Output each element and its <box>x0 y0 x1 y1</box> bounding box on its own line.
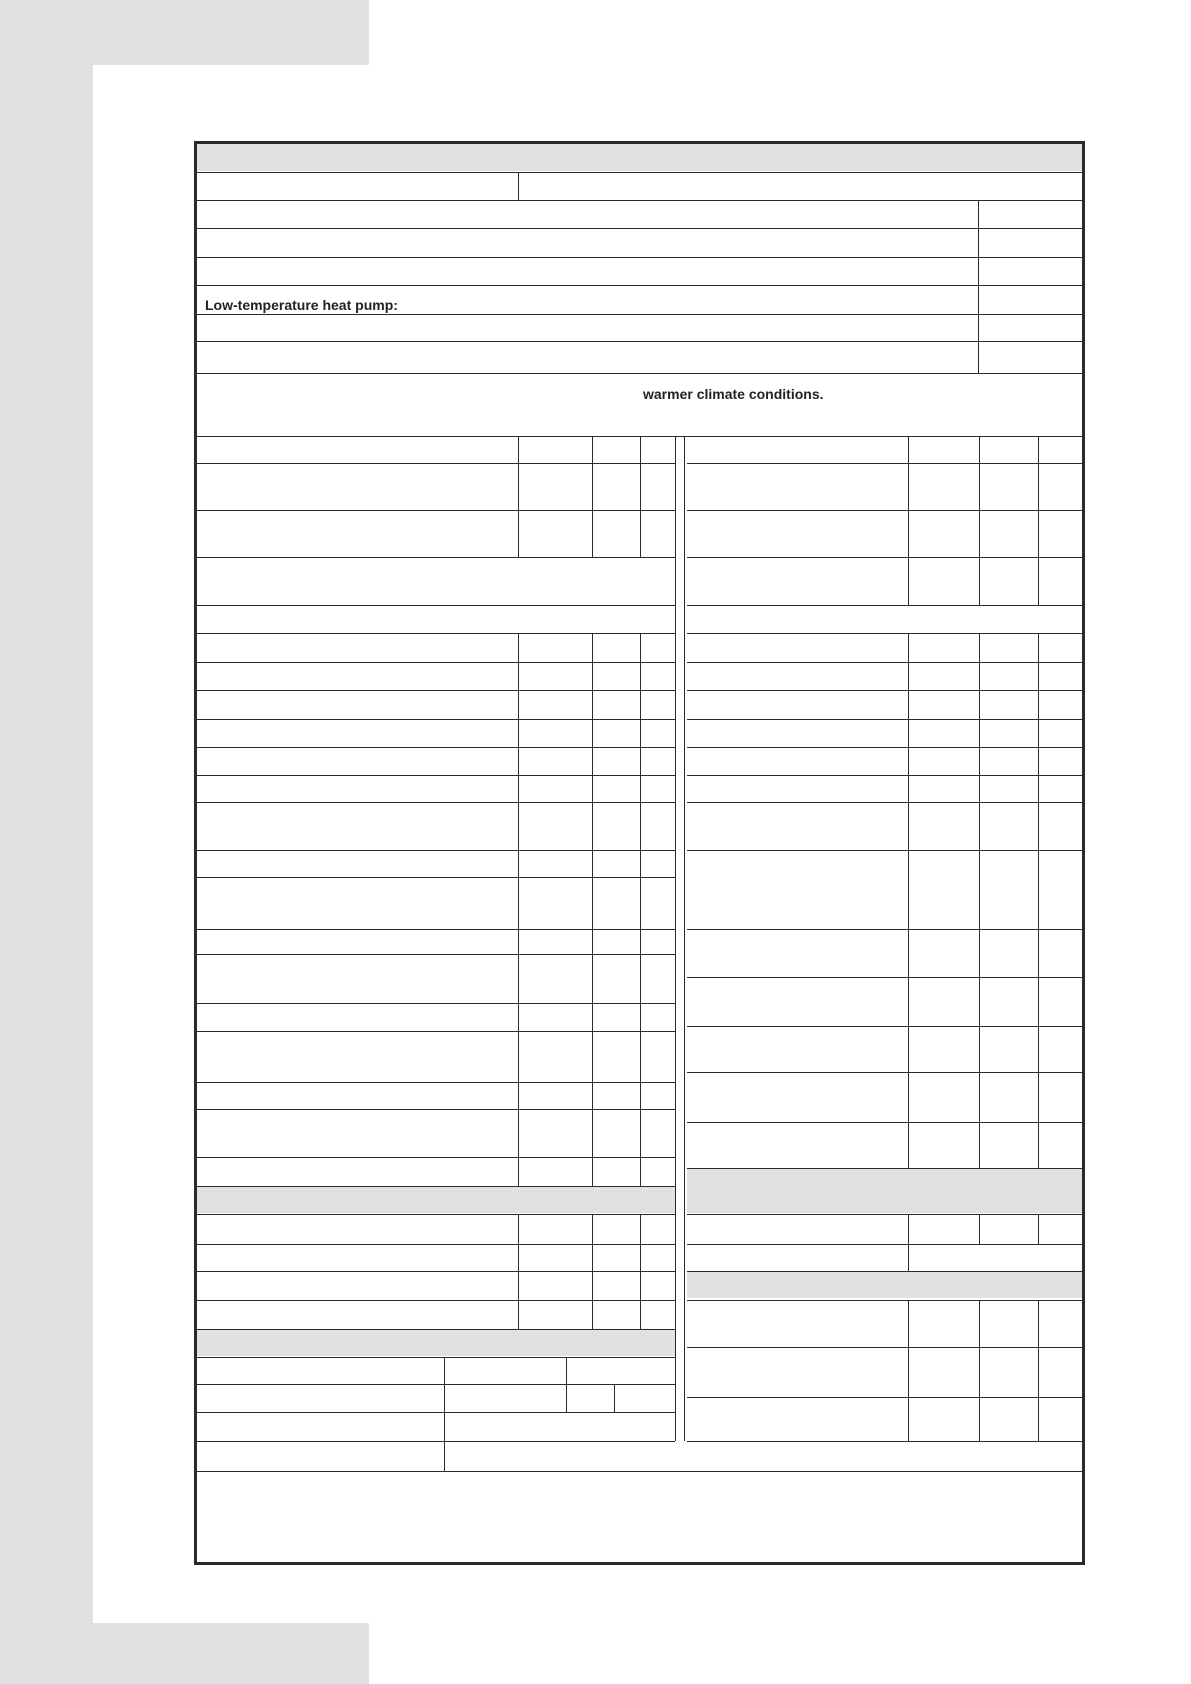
row-line <box>197 633 675 634</box>
col-line <box>640 1214 641 1329</box>
col-line <box>1038 1214 1039 1244</box>
row-line <box>687 850 1082 851</box>
row-line <box>687 557 1082 558</box>
row-line <box>197 775 675 776</box>
row-line <box>197 285 1082 286</box>
row-line <box>197 1357 675 1358</box>
col-line <box>908 436 909 605</box>
col-line <box>566 1357 567 1412</box>
col-line <box>979 1300 980 1441</box>
section-header-right-2 <box>687 1272 1082 1298</box>
row-line <box>197 954 675 955</box>
row-line <box>197 557 675 558</box>
col-line <box>908 1214 909 1244</box>
col-line <box>444 1357 445 1471</box>
row-line <box>687 1397 1082 1398</box>
row-line <box>687 802 1082 803</box>
row-line <box>687 633 1082 634</box>
row-line <box>197 1244 675 1245</box>
separator <box>675 436 676 1441</box>
row-line <box>197 1003 675 1004</box>
row-line <box>197 605 675 606</box>
row-line <box>687 1244 1082 1245</box>
col-line <box>1038 1300 1039 1441</box>
col-line <box>640 436 641 557</box>
col-line <box>518 172 519 200</box>
col-line <box>1038 633 1039 1168</box>
col-line <box>979 1214 980 1244</box>
col-line <box>518 1214 519 1329</box>
row-line <box>687 1347 1082 1348</box>
row-line <box>197 172 1082 173</box>
title-band <box>197 144 1082 171</box>
row-line <box>197 1300 675 1301</box>
row-line <box>687 690 1082 691</box>
product-fiche-form <box>194 141 1085 1565</box>
row-line <box>687 929 1082 930</box>
col-line <box>614 1384 615 1412</box>
row-line <box>687 1214 1082 1215</box>
row-line <box>197 436 675 437</box>
row-line <box>197 373 1082 374</box>
col-line <box>908 1244 909 1271</box>
row-line <box>197 257 1082 258</box>
row-line <box>197 877 675 878</box>
separator <box>684 436 685 1441</box>
row-line <box>197 463 675 464</box>
row-line <box>197 1082 675 1083</box>
row-line <box>197 341 1082 342</box>
row-line <box>197 662 675 663</box>
row-line <box>197 1471 1082 1472</box>
row-line <box>687 719 1082 720</box>
row-line <box>197 929 675 930</box>
row-line <box>687 605 1082 606</box>
low-temp-heat-pump-label: Low-temperature heat pump: <box>205 297 398 313</box>
col-line <box>979 436 980 605</box>
row-line <box>687 1300 1082 1301</box>
row-line <box>687 510 1082 511</box>
page-side-strip <box>0 0 93 1684</box>
row-line <box>197 1384 675 1385</box>
row-line <box>197 228 1082 229</box>
row-line <box>687 662 1082 663</box>
col-line <box>640 633 641 1186</box>
row-line <box>197 1214 675 1215</box>
col-line <box>1038 436 1039 605</box>
page-tab-bottom <box>0 1623 369 1684</box>
row-line <box>197 1157 675 1158</box>
row-line <box>197 200 1082 201</box>
col-line <box>979 633 980 1168</box>
row-line <box>197 747 675 748</box>
col-line <box>908 1300 909 1441</box>
row-line <box>687 1072 1082 1073</box>
row-line <box>687 1122 1082 1123</box>
row-line <box>197 1031 675 1032</box>
col-line <box>978 200 979 373</box>
section-header-left-2 <box>197 1330 675 1356</box>
row-line <box>687 1026 1082 1027</box>
row-line <box>197 1441 675 1442</box>
row-line <box>687 463 1082 464</box>
row-line <box>197 802 675 803</box>
row-line <box>197 850 675 851</box>
col-line <box>518 633 519 1186</box>
row-line <box>197 1412 675 1413</box>
row-line <box>687 977 1082 978</box>
row-line <box>687 1441 1082 1442</box>
row-line <box>687 436 1082 437</box>
row-line <box>197 1109 675 1110</box>
row-line <box>687 775 1082 776</box>
row-line <box>687 747 1082 748</box>
col-line <box>592 633 593 1186</box>
row-line <box>197 719 675 720</box>
col-line <box>908 633 909 1168</box>
section-header-left <box>197 1187 675 1213</box>
row-line <box>197 510 675 511</box>
climate-note: warmer climate conditions. <box>643 386 824 402</box>
col-line <box>518 436 519 557</box>
row-line <box>197 1271 675 1272</box>
row-line <box>197 690 675 691</box>
col-line <box>592 436 593 557</box>
row-line <box>197 314 1082 315</box>
col-line <box>592 1214 593 1329</box>
section-header-right <box>687 1169 1082 1213</box>
